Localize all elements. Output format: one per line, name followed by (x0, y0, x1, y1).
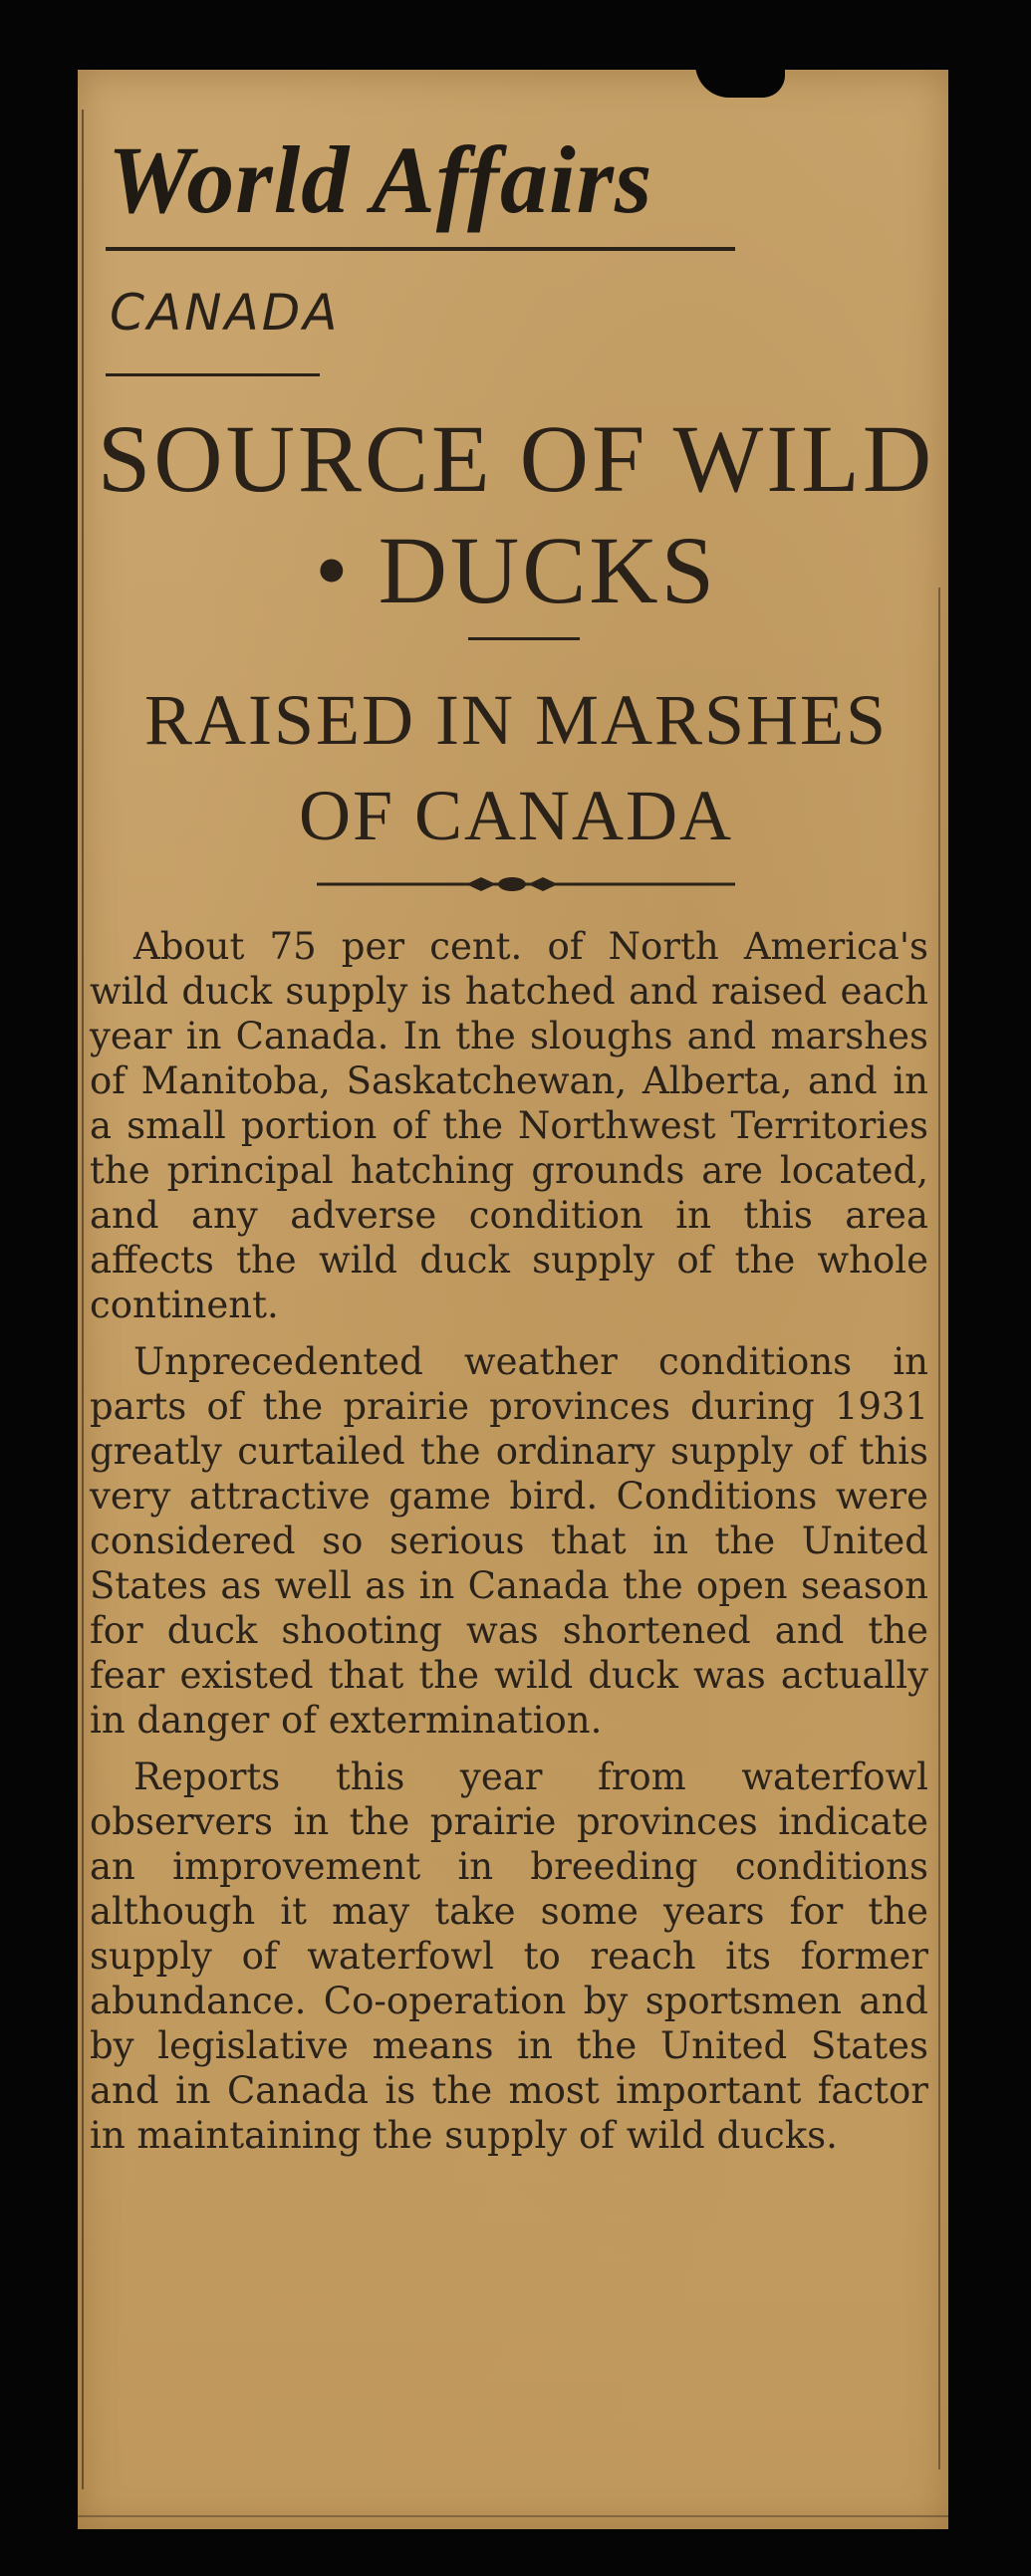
section-divider (106, 247, 735, 251)
newspaper-clipping (78, 70, 948, 2529)
article-paragraph-1: About 75 per cent. of North America's wild duck supply is hatched and raised each year in Canada. In the sloughs and marshes of Manitoba, Saskatchewan, Alberta, and in a small portion of the Northwest Territories the principal hatching grounds are located, and any adverse condition in this area affects the wild duck supply of the whole continent. (90, 925, 928, 1326)
ornament-divider (317, 874, 735, 894)
bottom-divider (78, 2515, 948, 2517)
subheadline-line-2: OF CANADA (298, 776, 734, 855)
column-rule-left (82, 110, 84, 2489)
article-paragraph-3: Reports this year from waterfowl observers in the prairie provinces indicate an improvement in breeding conditions although it may take some years for the supply of waterfowl to reach its former abundance. Co-operation by sportsmen and by legislative means in the United States and in Canada is the most important factor in maintaining the supply of wild ducks. (90, 1756, 928, 2157)
headline-divider (468, 637, 580, 640)
headline (88, 403, 944, 626)
column-rule-right (938, 587, 940, 2469)
region-divider (106, 373, 320, 376)
headline-line-1: SOURCE OF WILD (97, 405, 935, 512)
subheadline-line-1: RAISED IN MARSHES (143, 680, 889, 760)
subheadline (88, 672, 944, 863)
headline-line-2: • DUCKS (314, 517, 717, 623)
article-paragraph-2: Unprecedented weather conditions in parts of the prairie provinces during 1931 greatly curtailed the ordinary supply of this very attractive game bird. Conditions were considered so serious that in the United States as well as in Canada the open season for duck shooting was shortened and the fear existed that the wild duck was actually in danger of extermination. (90, 1340, 928, 1742)
region-label: CANADA (110, 284, 341, 342)
torn-corner (695, 64, 785, 98)
section-title: World Affairs (108, 126, 653, 233)
article-body (90, 924, 928, 2158)
